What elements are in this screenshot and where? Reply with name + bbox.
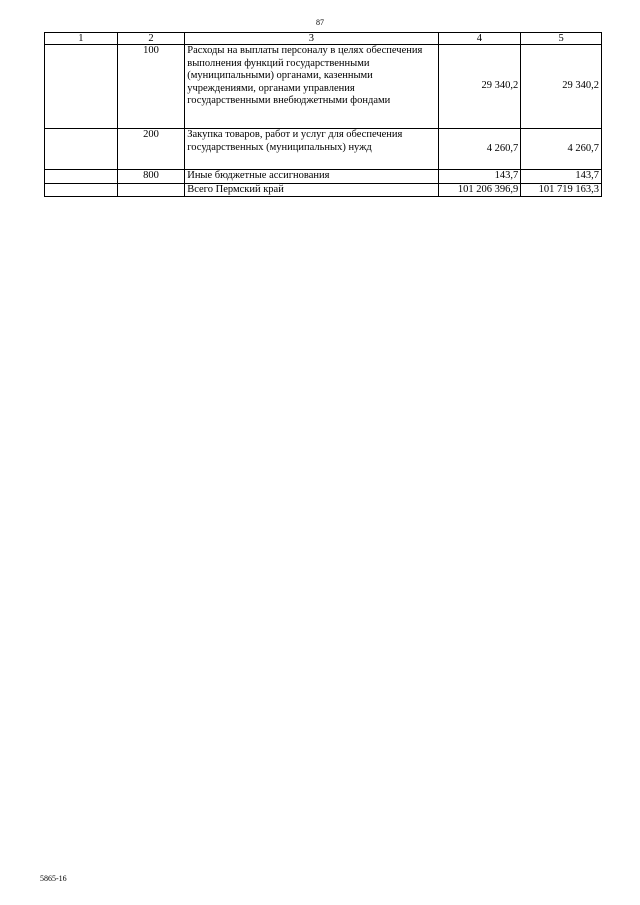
row-value1-cell: 4 260,7	[438, 129, 521, 170]
table-header-row	[45, 33, 602, 45]
header-cell-3: 3	[185, 33, 438, 45]
total-label-cell: Всего Пермский край	[185, 183, 438, 197]
total-value2-cell: 101 719 163,3	[521, 183, 602, 197]
row-code-cell: 100	[117, 45, 185, 129]
row-col1-cell	[45, 45, 118, 129]
table-row	[45, 170, 602, 184]
header-cell-4: 4	[438, 33, 521, 45]
row-code-cell: 800	[117, 170, 185, 184]
row-value1-cell: 29 340,2	[438, 45, 521, 129]
row-value1-cell: 143,7	[438, 170, 521, 184]
row-code-cell	[117, 183, 185, 197]
total-row	[45, 183, 602, 197]
table-row	[45, 45, 602, 129]
row-col1-cell	[45, 129, 118, 170]
row-col1-cell	[45, 170, 118, 184]
page-number: 87	[316, 18, 324, 27]
row-description-cell: Расходы на выплаты персоналу в целях обеспечения выполнения функций государственными (муниципальными) органами, казенными учреждениями, органами управления государственными внебюджетными фондами	[185, 45, 438, 129]
row-value2-cell: 143,7	[521, 170, 602, 184]
row-description-cell: Иные бюджетные ассигнования	[185, 170, 438, 184]
row-code-cell: 200	[117, 129, 185, 170]
document-code: 5865-16	[40, 874, 67, 883]
header-cell-1: 1	[45, 33, 118, 45]
row-col1-cell	[45, 183, 118, 197]
budget-table	[44, 32, 602, 197]
row-value2-cell: 4 260,7	[521, 129, 602, 170]
row-value2-cell: 29 340,2	[521, 45, 602, 129]
header-cell-2: 2	[117, 33, 185, 45]
row-description-cell: Закупка товаров, работ и услуг для обеспечения государственных (муниципальных) нужд	[185, 129, 438, 170]
total-value1-cell: 101 206 396,9	[438, 183, 521, 197]
table-row	[45, 129, 602, 170]
header-cell-5: 5	[521, 33, 602, 45]
